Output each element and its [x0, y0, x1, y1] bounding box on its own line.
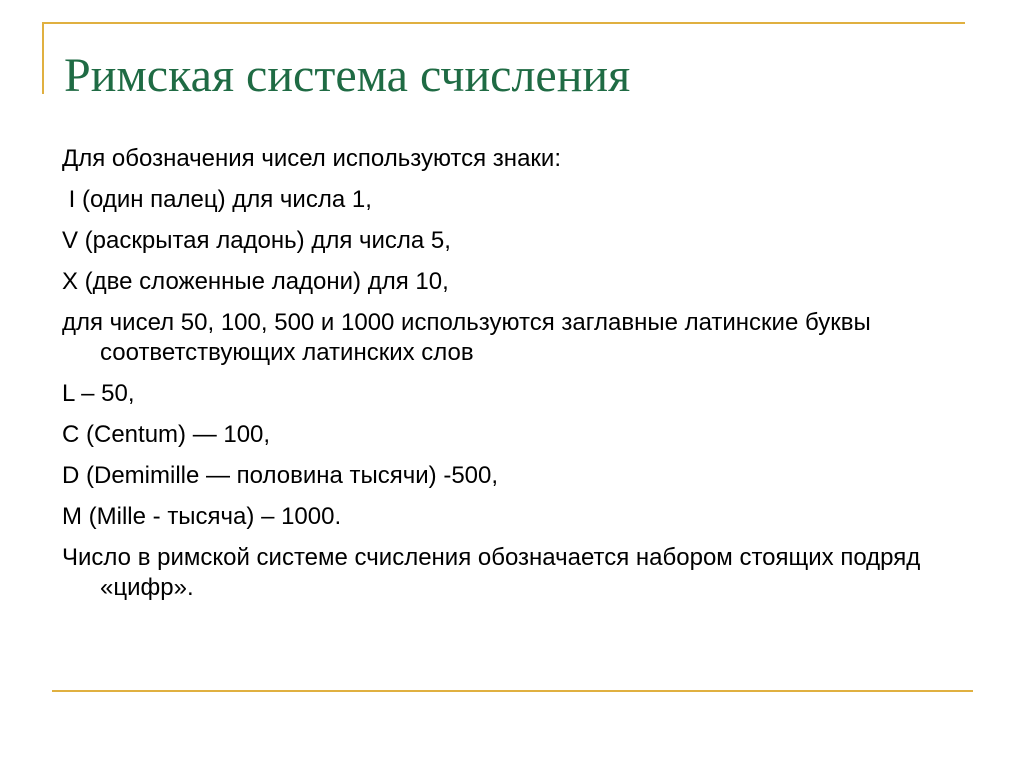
slide-body — [62, 144, 952, 614]
frame-bottom-line — [52, 690, 973, 692]
body-line-numeral-x: X (две сложенные ладони) для 10, — [62, 268, 449, 295]
body-line-numeral-m: M (Mille - тысяча) – 1000. — [62, 503, 342, 530]
slide-title: Римская система счисления — [64, 49, 631, 102]
body-line-numeral-v: V (раскрытая ладонь) для числа 5, — [62, 227, 451, 254]
body-line-numeral-d: D (Demimille — половина тысячи) -500, — [62, 462, 499, 489]
body-line-latin-letters: для чисел 50, 100, 500 и 1000 используются заглавные латинские буквы соответствующих латинских слов — [62, 309, 871, 366]
body-line-conclusion: Число в римской системе счисления обозначается набором стоящих подряд «цифр». — [62, 544, 921, 601]
frame-left-line — [42, 22, 44, 94]
body-line-numeral-i: I (один палец) для числа 1, — [62, 186, 372, 213]
frame-top-line — [42, 22, 965, 24]
body-line-intro: Для обозначения чисел используются знаки: — [62, 145, 561, 172]
body-line-numeral-c: C (Centum) — 100, — [62, 421, 271, 448]
body-line-numeral-l: L – 50, — [62, 380, 135, 407]
